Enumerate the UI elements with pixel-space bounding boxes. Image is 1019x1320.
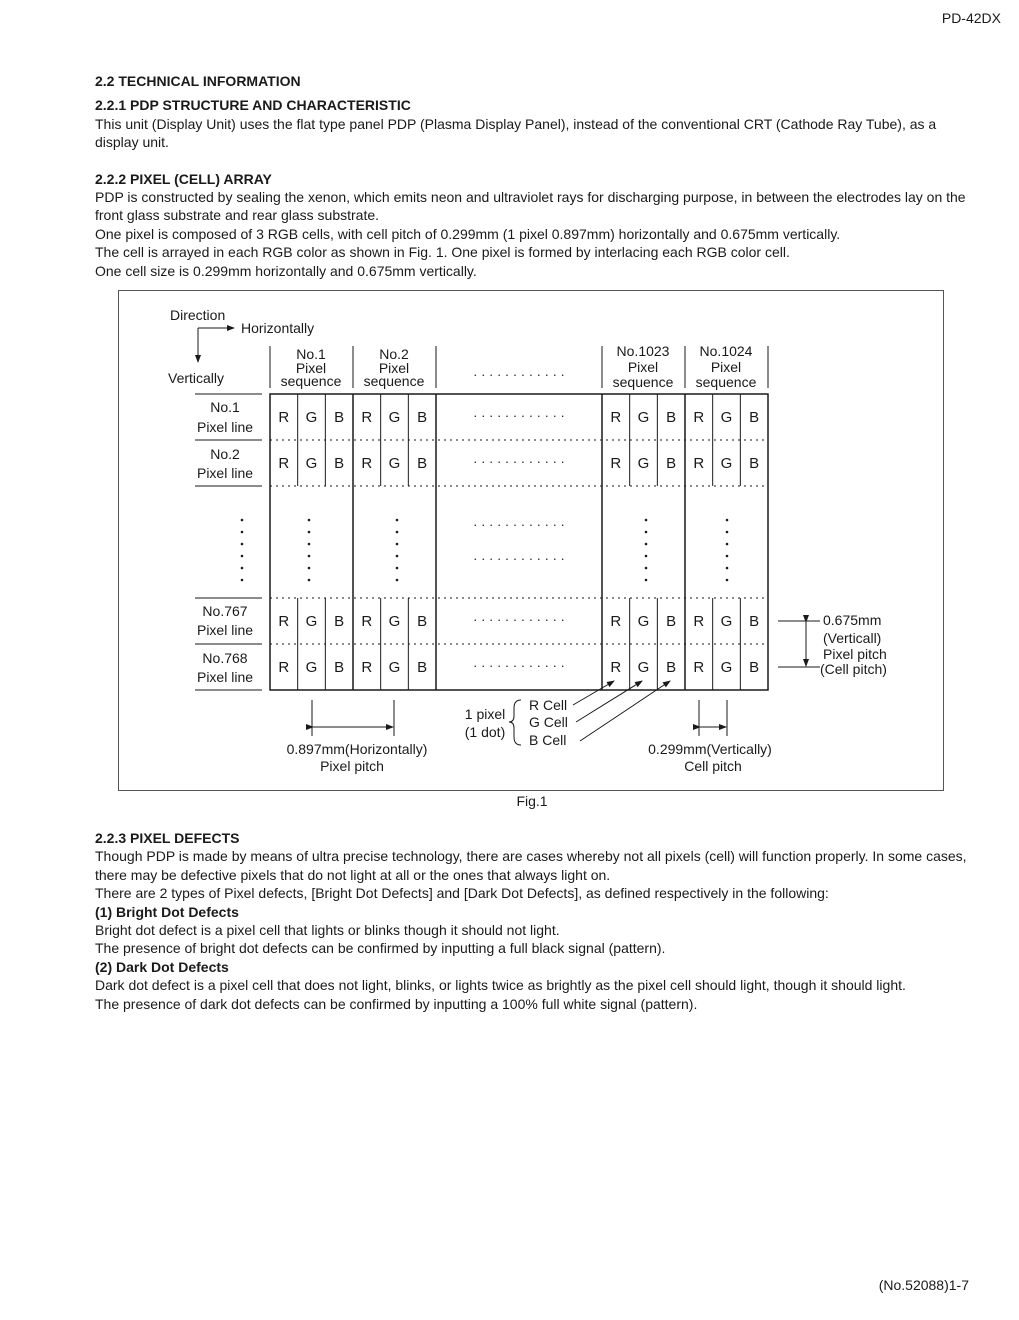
column-header-no: No.2 [379, 346, 409, 362]
grid-frame [270, 394, 768, 690]
rgb-cell: B [334, 409, 345, 426]
pixel-defects-section [95, 829, 975, 1013]
rgb-cell: G [388, 613, 401, 630]
column-header-sequence: sequence [612, 374, 674, 390]
vertical-ellipsis-dot [726, 579, 729, 582]
paragraph-line: The cell is arrayed in each RGB color as shown in Fig. 1. One pixel is formed by interlacing each RGB color cell. [95, 244, 790, 261]
paragraph-line: PDP is constructed by sealing the xenon, which emits neon and ultraviolet rays for discharging purpose, in between the electrodes lay on the front glass substrate and rear glass substrate. [95, 189, 966, 224]
figure-caption: Fig.1 [516, 793, 548, 809]
rgb-cell: G [637, 409, 650, 426]
rgb-cell: G [388, 659, 401, 676]
row-label-line: Pixel line [196, 669, 254, 685]
rgb-cell: G [720, 455, 733, 472]
rgb-cell: B [417, 613, 428, 630]
subsection-title-2-2-1: 2.2.1 PDP STRUCTURE AND CHARACTERISTIC [95, 97, 411, 114]
vertical-pitch-label: Pixel pitch [823, 646, 887, 662]
one-dot-label: (1 dot) [464, 724, 506, 740]
row-label-no: No.767 [202, 603, 248, 619]
rgb-cell: R [693, 409, 705, 426]
grid-dots: · · · · · · · · · · · · [473, 612, 565, 627]
vertical-ellipsis-dot [308, 567, 311, 570]
row-label-no: No.2 [210, 446, 240, 462]
rgb-cell: R [610, 455, 622, 472]
column-header-no: No.1 [296, 346, 326, 362]
vertically-label: Vertically [168, 370, 225, 386]
rgb-cell: G [388, 409, 401, 426]
vertical-ellipsis-dot [396, 555, 399, 558]
rgb-cell: G [305, 613, 318, 630]
vertical-ellipsis-dot [241, 543, 244, 546]
rgb-cell: G [720, 659, 733, 676]
column-header-pixel: Pixel [295, 360, 327, 376]
rgb-cell: R [693, 659, 705, 676]
column-header-no: No.1024 [699, 343, 753, 359]
vertical-ellipsis-dot [308, 531, 311, 534]
column-header-no: No.1023 [616, 343, 670, 359]
vertical-ellipsis-dot [645, 519, 648, 522]
vertical-ellipsis-dot [241, 567, 244, 570]
direction-label: Direction [170, 307, 226, 323]
pixel-pitch-label: Pixel pitch [320, 758, 384, 774]
rgb-cell: G [305, 409, 318, 426]
subsection-body-2-2-1: This unit (Display Unit) uses the flat type panel PDP (Plasma Display Panel), instead of the conventional CRT (Cathode Ray Tube), as a display unit. [95, 115, 937, 151]
vertical-ellipsis-dot [645, 531, 648, 534]
column-header-pixel: Pixel [627, 359, 659, 375]
vertical-ellipsis-dot [726, 567, 729, 570]
vertical-ellipsis-dot [241, 579, 244, 582]
vertical-ellipsis-dot [645, 579, 648, 582]
defects-intro: Though PDP is made by means of ultra precise technology, there are cases whereby not all pixels (cell) will function properly. In some cases, there may be defective pixels that do not light at all or the ones that always light on. [95, 848, 967, 883]
vertical-ellipsis-dot [726, 519, 729, 522]
page-number: (No.52088)1-7 [878, 1277, 969, 1293]
grid-dots: · · · · · · · · · · · · [473, 454, 565, 469]
defects-types: There are 2 types of Pixel defects, [Bright Dot Defects] and [Dark Dot Defects], as defined respectively in the following: [95, 885, 829, 902]
cell-pitch-label: (Cell pitch) [820, 661, 887, 677]
b-cell-label: B Cell [529, 732, 567, 748]
vertical-ellipsis-dot [726, 543, 729, 546]
vertical-ellipsis-dot [726, 555, 729, 558]
pixel-brace [509, 700, 521, 745]
row-label-no: No.1 [210, 399, 240, 415]
rgb-cell: G [305, 659, 318, 676]
column-header-pixel: Pixel [710, 359, 742, 375]
cell-pitch-label: Cell pitch [684, 758, 742, 774]
rgb-cell: B [417, 455, 428, 472]
rgb-cell: B [666, 659, 677, 676]
rgb-cell: R [361, 409, 373, 426]
vertical-ellipsis-dot [396, 567, 399, 570]
vertical-ellipsis-dot [308, 543, 311, 546]
rgb-cell: G [637, 659, 650, 676]
one-pixel-label: 1 pixel [464, 706, 506, 722]
row-label-line: Pixel line [196, 622, 254, 638]
vertical-ellipsis-dot [396, 579, 399, 582]
vertical-ellipsis-dot [241, 519, 244, 522]
rgb-cell: B [417, 409, 428, 426]
rgb-cell: G [305, 455, 318, 472]
grid-dots: · · · · · · · · · · · · [473, 408, 565, 423]
rgb-cell: G [720, 613, 733, 630]
vertical-pitch-value: 0.675mm [823, 612, 882, 628]
r-cell-label: R Cell [529, 697, 568, 713]
row-label-line: Pixel line [196, 419, 254, 435]
rgb-cell: G [720, 409, 733, 426]
section-title: 2.2 TECHNICAL INFORMATION [95, 73, 301, 89]
bright-dot-check: The presence of bright dot defects can be confirmed by inputting a full black signal (pattern). [95, 940, 666, 957]
grid-dots: · · · · · · · · · · · · [473, 658, 565, 673]
rgb-cell: B [334, 455, 345, 472]
dark-dot-definition: Dark dot defect is a pixel cell that does not light, blinks, or lights twice as brightly as the pixel cell should light, though it should light. [95, 977, 906, 994]
rgb-cell: B [749, 659, 760, 676]
vertical-ellipsis-dot [241, 531, 244, 534]
rgb-cell: R [361, 659, 373, 676]
rgb-cell: B [749, 455, 760, 472]
rgb-cell: B [334, 659, 345, 676]
vertical-ellipsis-dot [645, 543, 648, 546]
rgb-cell: B [666, 613, 677, 630]
vertical-ellipsis-dot [396, 531, 399, 534]
vertical-ellipsis-dot [308, 555, 311, 558]
rgb-cell: B [749, 409, 760, 426]
rgb-cell: R [610, 613, 622, 630]
rgb-cell: R [361, 455, 373, 472]
dark-dot-check: The presence of dark dot defects can be confirmed by inputting a 100% full white signal (pattern). [95, 995, 698, 1012]
grid-dots: · · · · · · · · · · · · [473, 517, 565, 532]
pixel-pitch-value: 0.897mm(Horizontally) [286, 741, 428, 757]
dark-dot-title: (2) Dark Dot Defects [95, 958, 229, 975]
rgb-cell: B [749, 613, 760, 630]
rgb-cell: B [334, 613, 345, 630]
g-cell-label: G Cell [529, 714, 568, 730]
vertical-ellipsis-dot [308, 579, 311, 582]
vertical-ellipsis-dot [308, 519, 311, 522]
subsection-title-2-2-2: 2.2.2 PIXEL (CELL) ARRAY [95, 170, 272, 187]
horizontally-label: Horizontally [241, 320, 315, 336]
vertical-ellipsis-dot [241, 555, 244, 558]
vertical-ellipsis-dot [726, 531, 729, 534]
vertical-ellipsis-dot [396, 519, 399, 522]
column-header-sequence: sequence [280, 373, 342, 389]
bright-dot-title: (1) Bright Dot Defects [95, 903, 239, 920]
rgb-cell: B [417, 659, 428, 676]
header-dots: · · · · · · · · · · · · [473, 367, 565, 382]
column-header-sequence: sequence [363, 373, 425, 389]
rgb-cell: R [278, 455, 290, 472]
column-header-pixel: Pixel [378, 360, 410, 376]
rgb-cell: G [388, 455, 401, 472]
rgb-cell: G [637, 455, 650, 472]
r-cell-pointer [573, 681, 614, 705]
vertical-ellipsis-dot [645, 567, 648, 570]
bright-dot-definition: Bright dot defect is a pixel cell that lights or blinks though it should not light. [95, 922, 560, 939]
cell-pitch-value: 0.299mm(Vertically) [648, 741, 772, 757]
paragraph-line: One pixel is composed of 3 RGB cells, with cell pitch of 0.299mm (1 pixel 0.897mm) horizontally and 0.675mm vertically. [95, 225, 841, 242]
paragraph-line: One cell size is 0.299mm horizontally and 0.675mm vertically. [95, 262, 477, 279]
row-label-no: No.768 [202, 650, 248, 666]
rgb-cell: R [361, 613, 373, 630]
subsection-title-2-2-3: 2.2.3 PIXEL DEFECTS [95, 830, 240, 846]
model-number: PD-42DX [941, 10, 1001, 26]
row-label-line: Pixel line [196, 465, 254, 481]
rgb-cell: G [637, 613, 650, 630]
vertical-ellipsis-dot [645, 555, 648, 558]
rgb-cell: R [693, 613, 705, 630]
grid-dots: · · · · · · · · · · · · [473, 551, 565, 566]
vertical-pitch-direction: (Verticall) [823, 630, 882, 646]
rgb-cell: B [666, 409, 677, 426]
column-header-sequence: sequence [695, 374, 757, 390]
rgb-cell: R [278, 613, 290, 630]
rgb-cell: R [610, 409, 622, 426]
rgb-cell: R [693, 455, 705, 472]
rgb-cell: R [610, 659, 622, 676]
rgb-cell: R [278, 409, 290, 426]
rgb-cell: R [278, 659, 290, 676]
rgb-cell: B [666, 455, 677, 472]
vertical-ellipsis-dot [396, 543, 399, 546]
g-cell-pointer [576, 681, 642, 722]
